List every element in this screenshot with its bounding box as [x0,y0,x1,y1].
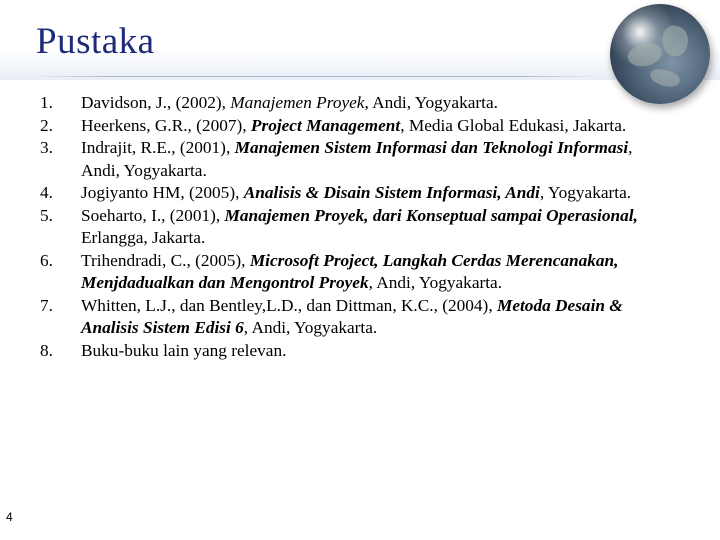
reference-number: 2. [40,115,53,135]
reference-number: 3. [40,138,53,157]
reference-item [40,250,660,295]
reference-item [40,92,660,115]
reference-authors: Whitten, L.J., dan Bentley,L.D., dan Dittman, K.C., (2004), [81,295,497,315]
reference-number: 1. [40,93,53,112]
reference-publisher: , Andi, Yogyakarta. [368,273,503,292]
reference-publisher: , Yogyakarta. [539,183,632,202]
reference-title: Manajemen Sistem Informasi dan Teknologi Informasi [234,138,629,157]
reference-publisher: , Andi, Yogyakarta. [243,318,378,337]
reference-authors: Indrajit, R.E., (2001), [81,138,235,157]
reference-item [40,340,660,363]
reference-title: Manajemen Proyek, dari Konseptual sampai Operasional, [224,205,638,225]
reference-authors: Trihendradi, C., (2005), [81,250,250,270]
reference-item [40,137,660,182]
reference-publisher: , Andi, Yogyakarta. [81,138,633,180]
globe-icon [610,4,710,104]
reference-text: Buku-buku lain yang relevan. [81,340,287,360]
globe-landmass [649,68,681,89]
reference-number: 6. [40,250,53,270]
reference-title: Microsoft Project, Langkah Cerdas Merencanakan, Menjdadualkan dan Mengontrol Proyek [81,250,619,292]
reference-authors: Heerkens, G.R., (2007), [81,115,251,135]
title-divider [30,76,600,77]
reference-publisher: Erlangga, Jakarta. [81,228,206,247]
reference-item [40,205,660,250]
reference-list [40,92,660,362]
reference-item [40,182,660,205]
reference-publisher: , Andi, Yogyakarta. [364,93,498,112]
reference-title: Metoda Desain & Analisis Sistem Edisi 6 [81,295,623,337]
reference-number: 5. [40,205,53,225]
reference-item [40,295,660,340]
slide-title: Pustaka [36,21,155,62]
reference-title: Project Management [250,115,401,135]
globe-landmass [625,39,664,71]
page-number: 4 [6,510,13,524]
globe-landmass [659,23,692,59]
reference-number: 7. [40,295,53,315]
reference-item [40,115,660,138]
reference-title: Analisis & Disain Sistem Informasi, Andi [243,183,540,202]
reference-number: 4. [40,183,53,202]
reference-title: Manajemen Proyek [230,93,365,112]
reference-authors: Davidson, J., (2002), [81,93,231,112]
reference-number: 8. [40,340,53,360]
reference-authors: Jogiyanto HM, (2005), [81,183,244,202]
reference-publisher: , Media Global Edukasi, Jakarta. [400,115,627,135]
reference-authors: Soeharto, I., (2001), [81,205,225,225]
